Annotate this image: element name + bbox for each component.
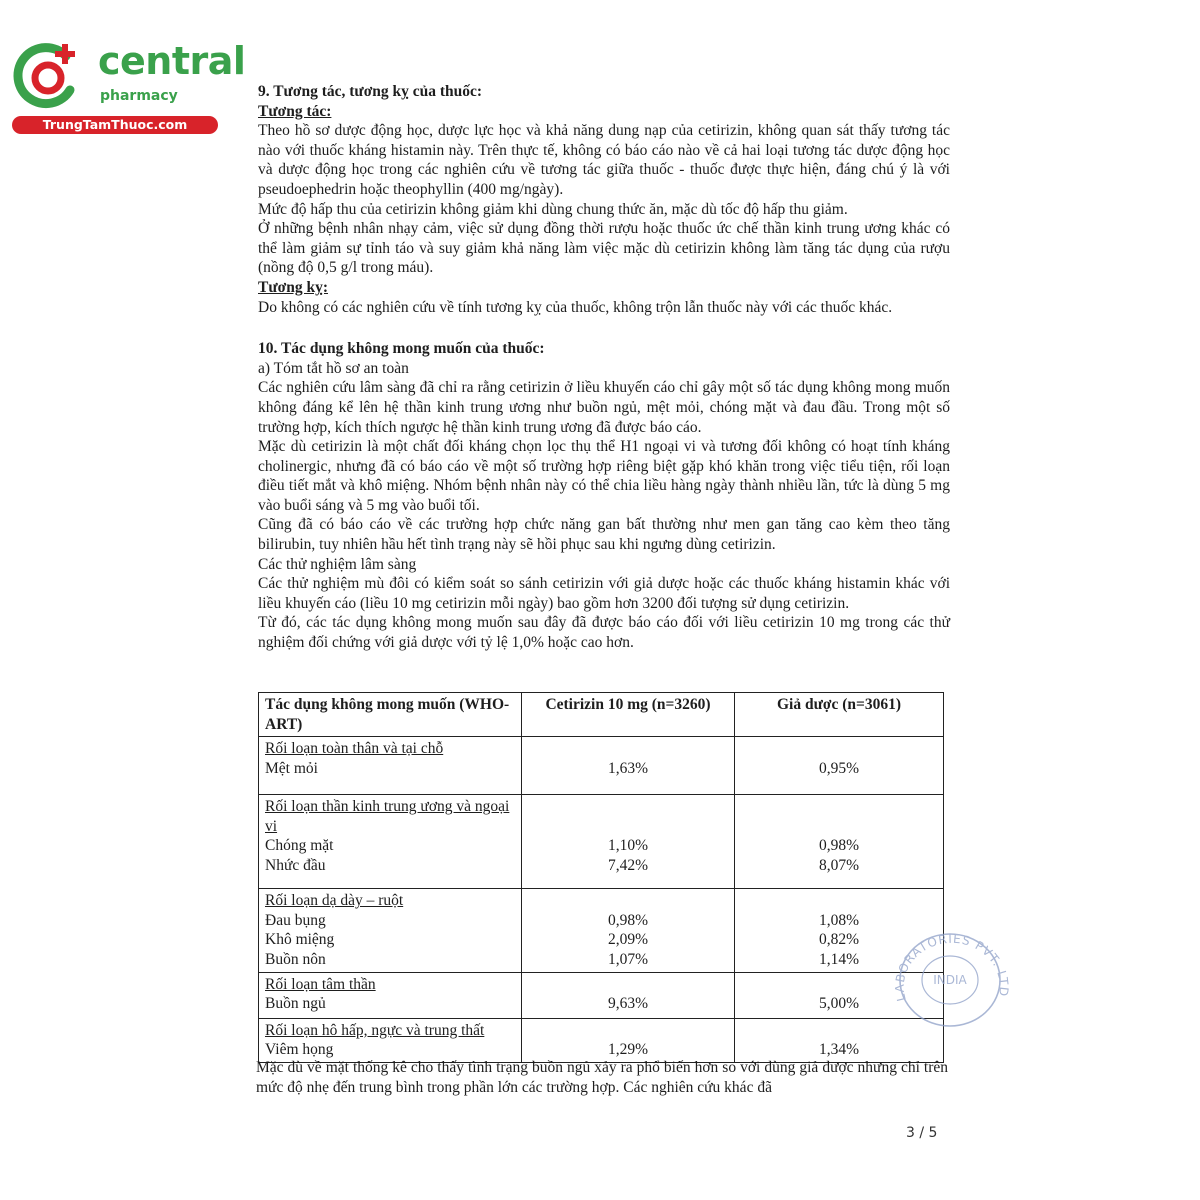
value: 9,63% (607, 995, 649, 1013)
value: 1,29% (607, 1041, 649, 1059)
effect-item: Buồn ngủ (265, 995, 326, 1013)
table-row (259, 1018, 944, 1062)
clinical-trials-paragraph-2: Từ đó, các tác dụng không mong muốn sau đây đã được báo cáo đối với liều cetirizin 10 mg trong các thử nghiệm đối chứng với giả dược với tỷ lệ 1,0% hoặc cao hơn. (258, 614, 950, 652)
table-header-effect: Tác dụng không mong muốn (WHO-ART) (259, 693, 522, 737)
safety-paragraph-2: Mặc dù cetirizin là một chất đối kháng chọn lọc thụ thể H1 ngoại vi và tương đối không có hoạt tính kháng cholinergic, nhưng đã có báo cáo về một số trường hợp riêng biệt gặp khó khăn trong việc tiểu tiện, rối loạn điều tiết mắt và khô miệng. Nhóm bệnh nhân này có thể chia liều hàng ngày thành nhiều lần, tức là dùng 5 mg vào buổi sáng và 5 mg vào buổi tối. (258, 438, 950, 514)
safety-paragraph-1: Các nghiên cứu lâm sàng đã chỉ ra rằng cetirizin ở liều khuyến cáo chỉ gây một số tác dụng không mong muốn không đáng kể lên hệ thần kinh trung ương như buồn ngủ, mệt mỏi, chóng mặt và đau đầu. Trong một số trường hợp, kích thích ngược hệ thần kinh trung ương đã được báo cáo. (258, 379, 950, 436)
interactions-paragraph-1: Theo hồ sơ dược động học, dược lực học và khả năng dung nạp của cetirizin, không quan sát thấy tương tác nào với thuốc kháng histamin này. Trên thực tế, không có báo cáo nào về cả hai loại tương tác dược động học và dược động học trong các nghiên cứu về tương tác giữa thuốc - thuốc được thực hiện, đáng chú ý là với pseudoephedrin hoặc theophyllin (400 mg/ngày). (258, 122, 950, 198)
effect-item: Mệt mỏi (265, 759, 318, 777)
logo-sub-text: pharmacy (100, 88, 178, 104)
effect-item: Buồn nôn (265, 950, 326, 968)
table-header-cetirizin: Cetirizin 10 mg (n=3260) (522, 693, 735, 737)
value: 1,08% (818, 911, 860, 929)
value: 0,82% (818, 931, 860, 949)
incompatibility-heading: Tương kỵ: (258, 278, 328, 296)
effect-item: Khô miệng (265, 931, 335, 949)
pharmacy-logo (10, 38, 246, 138)
value: 0,98% (607, 911, 649, 929)
effect-item: Nhức đầu (265, 856, 326, 874)
table-row (259, 737, 944, 795)
value: 8,07% (818, 856, 860, 874)
logo-banner: TrungTamThuoc.com (12, 116, 218, 134)
value: 1,34% (818, 1041, 860, 1059)
adverse-effects-table (258, 692, 944, 1063)
effect-category: Rối loạn tâm thần (265, 975, 376, 993)
effect-category: Rối loạn dạ dày – ruột (265, 892, 404, 910)
safety-paragraph-3: Cũng đã có báo cáo về các trường hợp chức năng gan bất thường như men gan tăng cao kèm theo tăng bilirubin, tuy nhiên hầu hết tình trạng này sẽ hồi phục sau khi ngưng dùng cetirizin. (258, 516, 950, 554)
cetirizin-cell (522, 737, 735, 795)
cetirizin-cell (522, 972, 735, 1018)
value: 7,42% (607, 856, 649, 874)
interactions-heading: Tương tác: (258, 102, 332, 120)
value: 5,00% (818, 995, 860, 1013)
effect-category: Rối loạn hô hấp, ngực và trung thất (265, 1021, 485, 1039)
central-pharmacy-logo-icon (10, 38, 86, 114)
cetirizin-cell (522, 795, 735, 889)
table-body (259, 737, 944, 1063)
effect-item: Chóng mặt (265, 837, 334, 855)
value: 1,07% (607, 950, 649, 968)
placebo-cell (735, 795, 944, 889)
interactions-paragraph-3: Ở những bệnh nhân nhạy cảm, việc sử dụng đồng thời rượu hoặc thuốc ức chế thần kinh trung ương khác có thể làm giảm sự tỉnh táo và suy giảm khả năng làm việc mặc dù cetirizin không làm tăng tác dụng của rượu (nồng độ 0,5 g/l trong máu). (258, 220, 950, 277)
page-number: 3 / 5 (906, 1125, 938, 1141)
cetirizin-cell (522, 1018, 735, 1062)
document-body (258, 82, 950, 653)
interactions-paragraph-2: Mức độ hấp thu của cetirizin không giảm khi dùng chung thức ăn, mặc dù tốc độ hấp thu giảm. (258, 200, 848, 218)
value: 1,63% (607, 759, 649, 777)
table-header-placebo: Giả dược (n=3061) (735, 693, 944, 737)
company-stamp (884, 922, 1014, 1032)
effect-cell (259, 795, 522, 889)
value: 1,10% (607, 837, 649, 855)
clinical-trials-paragraph-1: Các thử nghiệm mù đôi có kiểm soát so sánh cetirizin với giả dược hoặc các thuốc kháng histamin khác với liều khuyến cáo (liều 10 mg cetirizin mỗi ngày) bao gồm hơn 3200 đối tượng sử dụng cetirizin. (258, 575, 950, 612)
clinical-trials-heading: Các thử nghiệm lâm sàng (258, 555, 417, 573)
effect-cell (259, 972, 522, 1018)
value: 0,95% (818, 759, 860, 777)
effect-item: Viêm họng (265, 1041, 334, 1059)
cetirizin-cell (522, 889, 735, 972)
stamp-ring-text: LABORATORIES PVT. LTD (892, 931, 1012, 1003)
section-9-title: 9. Tương tác, tương kỵ của thuốc: (258, 83, 483, 100)
closing-paragraph: Mặc dù về mặt thống kê cho thấy tình trạng buồn ngủ xảy ra phổ biến hơn so với dùng giả dược nhưng chỉ trên mức độ nhẹ đến trung bình trong phần lớn các trường hợp. Các nghiên cứu khác đã (256, 1059, 948, 1096)
effect-category: Rối loạn thần kinh trung ương và ngoại vi (265, 798, 510, 835)
effect-cell (259, 889, 522, 972)
value: 2,09% (607, 931, 649, 949)
svg-text:LABORATORIES PVT. LTD (893, 932, 1011, 1003)
effect-cell (259, 737, 522, 795)
effect-item: Đau bụng (265, 911, 326, 929)
stamp-center-text: INDIA (933, 973, 967, 987)
effect-cell (259, 1018, 522, 1062)
section-10-title: 10. Tác dụng không mong muốn của thuốc: (258, 340, 545, 358)
table-row (259, 972, 944, 1018)
placebo-cell (735, 737, 944, 795)
effect-category: Rối loạn toàn thân và tại chỗ (265, 740, 444, 758)
value: 1,14% (818, 950, 860, 968)
table-row (259, 889, 944, 972)
table-row (259, 795, 944, 889)
safety-summary-subheading: a) Tóm tắt hồ sơ an toàn (258, 359, 409, 377)
value: 0,98% (818, 837, 860, 855)
table-header-row (259, 693, 944, 737)
incompatibility-paragraph: Do không có các nghiên cứu về tính tương kỵ của thuốc, không trộn lẫn thuốc này với các thuốc khác. (258, 298, 893, 316)
logo-brand-text: central (98, 39, 246, 83)
